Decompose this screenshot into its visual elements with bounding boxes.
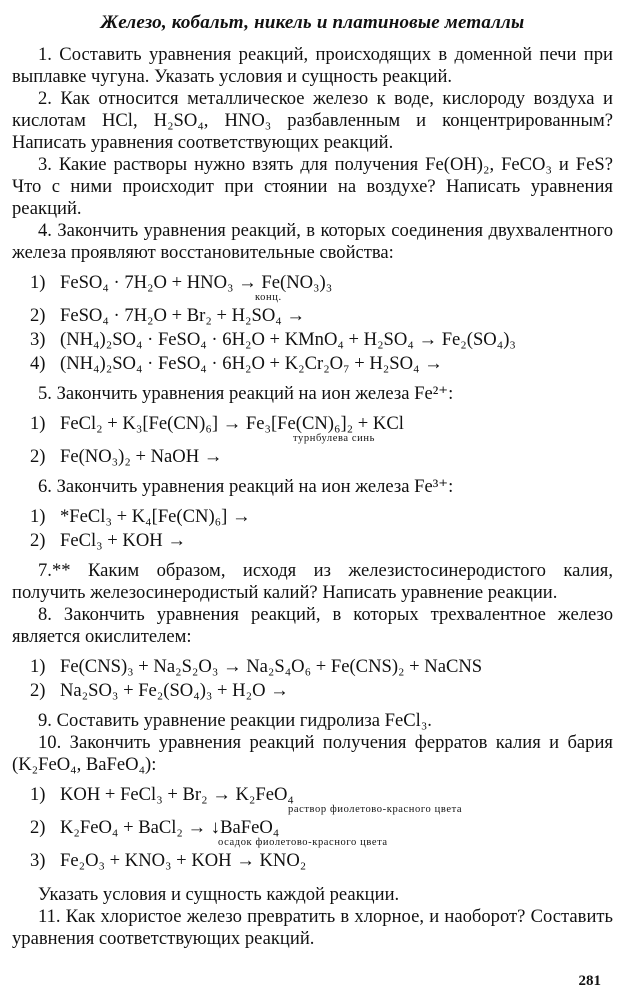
problem-7: 7.** Каким образом, исходя из железистосинеродистого калия, получить железосинеродистый калий? Написать уравнение реакции. <box>12 560 613 603</box>
problem-10: 10. Закончить уравнения реакций получения ферратов калия и бария (K₂FeO₄, BaFeO₄): <box>12 732 613 775</box>
equation: 2) FeSO₄ · 7H₂O + Br₂ + H₂SO₄ → <box>30 305 306 326</box>
equation-note: конц. <box>255 292 282 303</box>
page-number: 281 <box>578 973 601 989</box>
problem-3: 3. Какие растворы нужно взять для получения Fe(OH)₂, FeCO₃ и FeS? Что с ними происходит при стоянии на воздухе? Написать уравнения реакций. <box>12 154 613 219</box>
equation: 2) Na₂SO₃ + Fe₂(SO₄)₃ + H₂O → <box>30 680 289 701</box>
equation-note: раствор фиолетово-красного цвета <box>288 804 463 815</box>
problem-11: 11. Как хлористое железо превратить в хлорное, и наоборот? Составить уравнения соответствующих реакций. <box>12 906 613 949</box>
equation: 3) (NH₄)₂SO₄ · FeSO₄ · 6H₂O + KMnO₄ + H₂SO₄ → Fe₂(SO₄)₃ <box>30 329 516 350</box>
problem-9: 9. Составить уравнение реакции гидролиза FeCl₃. <box>38 710 432 731</box>
equation: 2) FeCl₃ + KOH → <box>30 530 186 551</box>
problem-5: 5. Закончить уравнения реакций на ион железа Fe²⁺: <box>38 383 454 404</box>
equation-note: турнбулева синь <box>293 433 375 444</box>
problem-6: 6. Закончить уравнения реакций на ион железа Fe³⁺: <box>38 476 454 497</box>
problem-10-note: Указать условия и сущность каждой реакции. <box>38 884 400 905</box>
equation: 1) KOH + FeCl₃ + Br₂ → K₂FeO₄ раствор фиолетово-красного цвета <box>30 784 463 815</box>
problem-2: 2. Как относится металлическое железо к воде, кислороду воздуха и кислотам HCl, H₂SO₄, HNO₃ разбавленным и концентрированным? Написать уравнения соответствующих реакций. <box>12 88 613 153</box>
problem-4: 4. Закончить уравнения реакций, в которых соединения двухвалентного железа проявляют восстановительные свойства: <box>12 220 613 263</box>
page-title: Железо, кобальт, никель и платиновые металлы <box>100 12 525 33</box>
problem-8: 8. Закончить уравнения реакций, в которых трехвалентное железо является окислителем: <box>12 604 613 647</box>
equation: 2) Fe(NO₃)₂ + NaOH → <box>30 446 223 467</box>
equation: 1) FeCl₂ + K₃[Fe(CN)₆] → Fe₃[Fe(CN)₆]₂ + KCl турнбулева синь <box>30 413 613 444</box>
equation: 1) Fe(CNS)₃ + Na₂S₂O₃ → Na₂S₄O₆ + Fe(CNS)₂ + NaCNS <box>30 656 483 677</box>
equation: 1) FeSO₄ · 7H₂O + HNO₃ → Fe(NO₃)₃ конц. <box>30 272 613 303</box>
equation: 4) (NH₄)₂SO₄ · FeSO₄ · 6H₂O + K₂Cr₂O₇ + H₂SO₄ → <box>30 353 443 374</box>
equation: 2) K₂FeO₄ + BaCl₂ → ↓BaFeO₄ осадок фиолетово-красного цвета <box>30 817 388 848</box>
problem-1: 1. Составить уравнения реакций, происходящих в доменной печи при выплавке чугуна. Указать условия и сущность реакций. <box>12 44 613 87</box>
equation: 3) Fe₂O₃ + KNO₃ + KOH → KNO₂ <box>30 850 307 871</box>
equation-note: осадок фиолетово-красного цвета <box>218 837 388 848</box>
equation: 1) *FeCl₃ + K₄[Fe(CN)₆] → <box>30 506 251 527</box>
